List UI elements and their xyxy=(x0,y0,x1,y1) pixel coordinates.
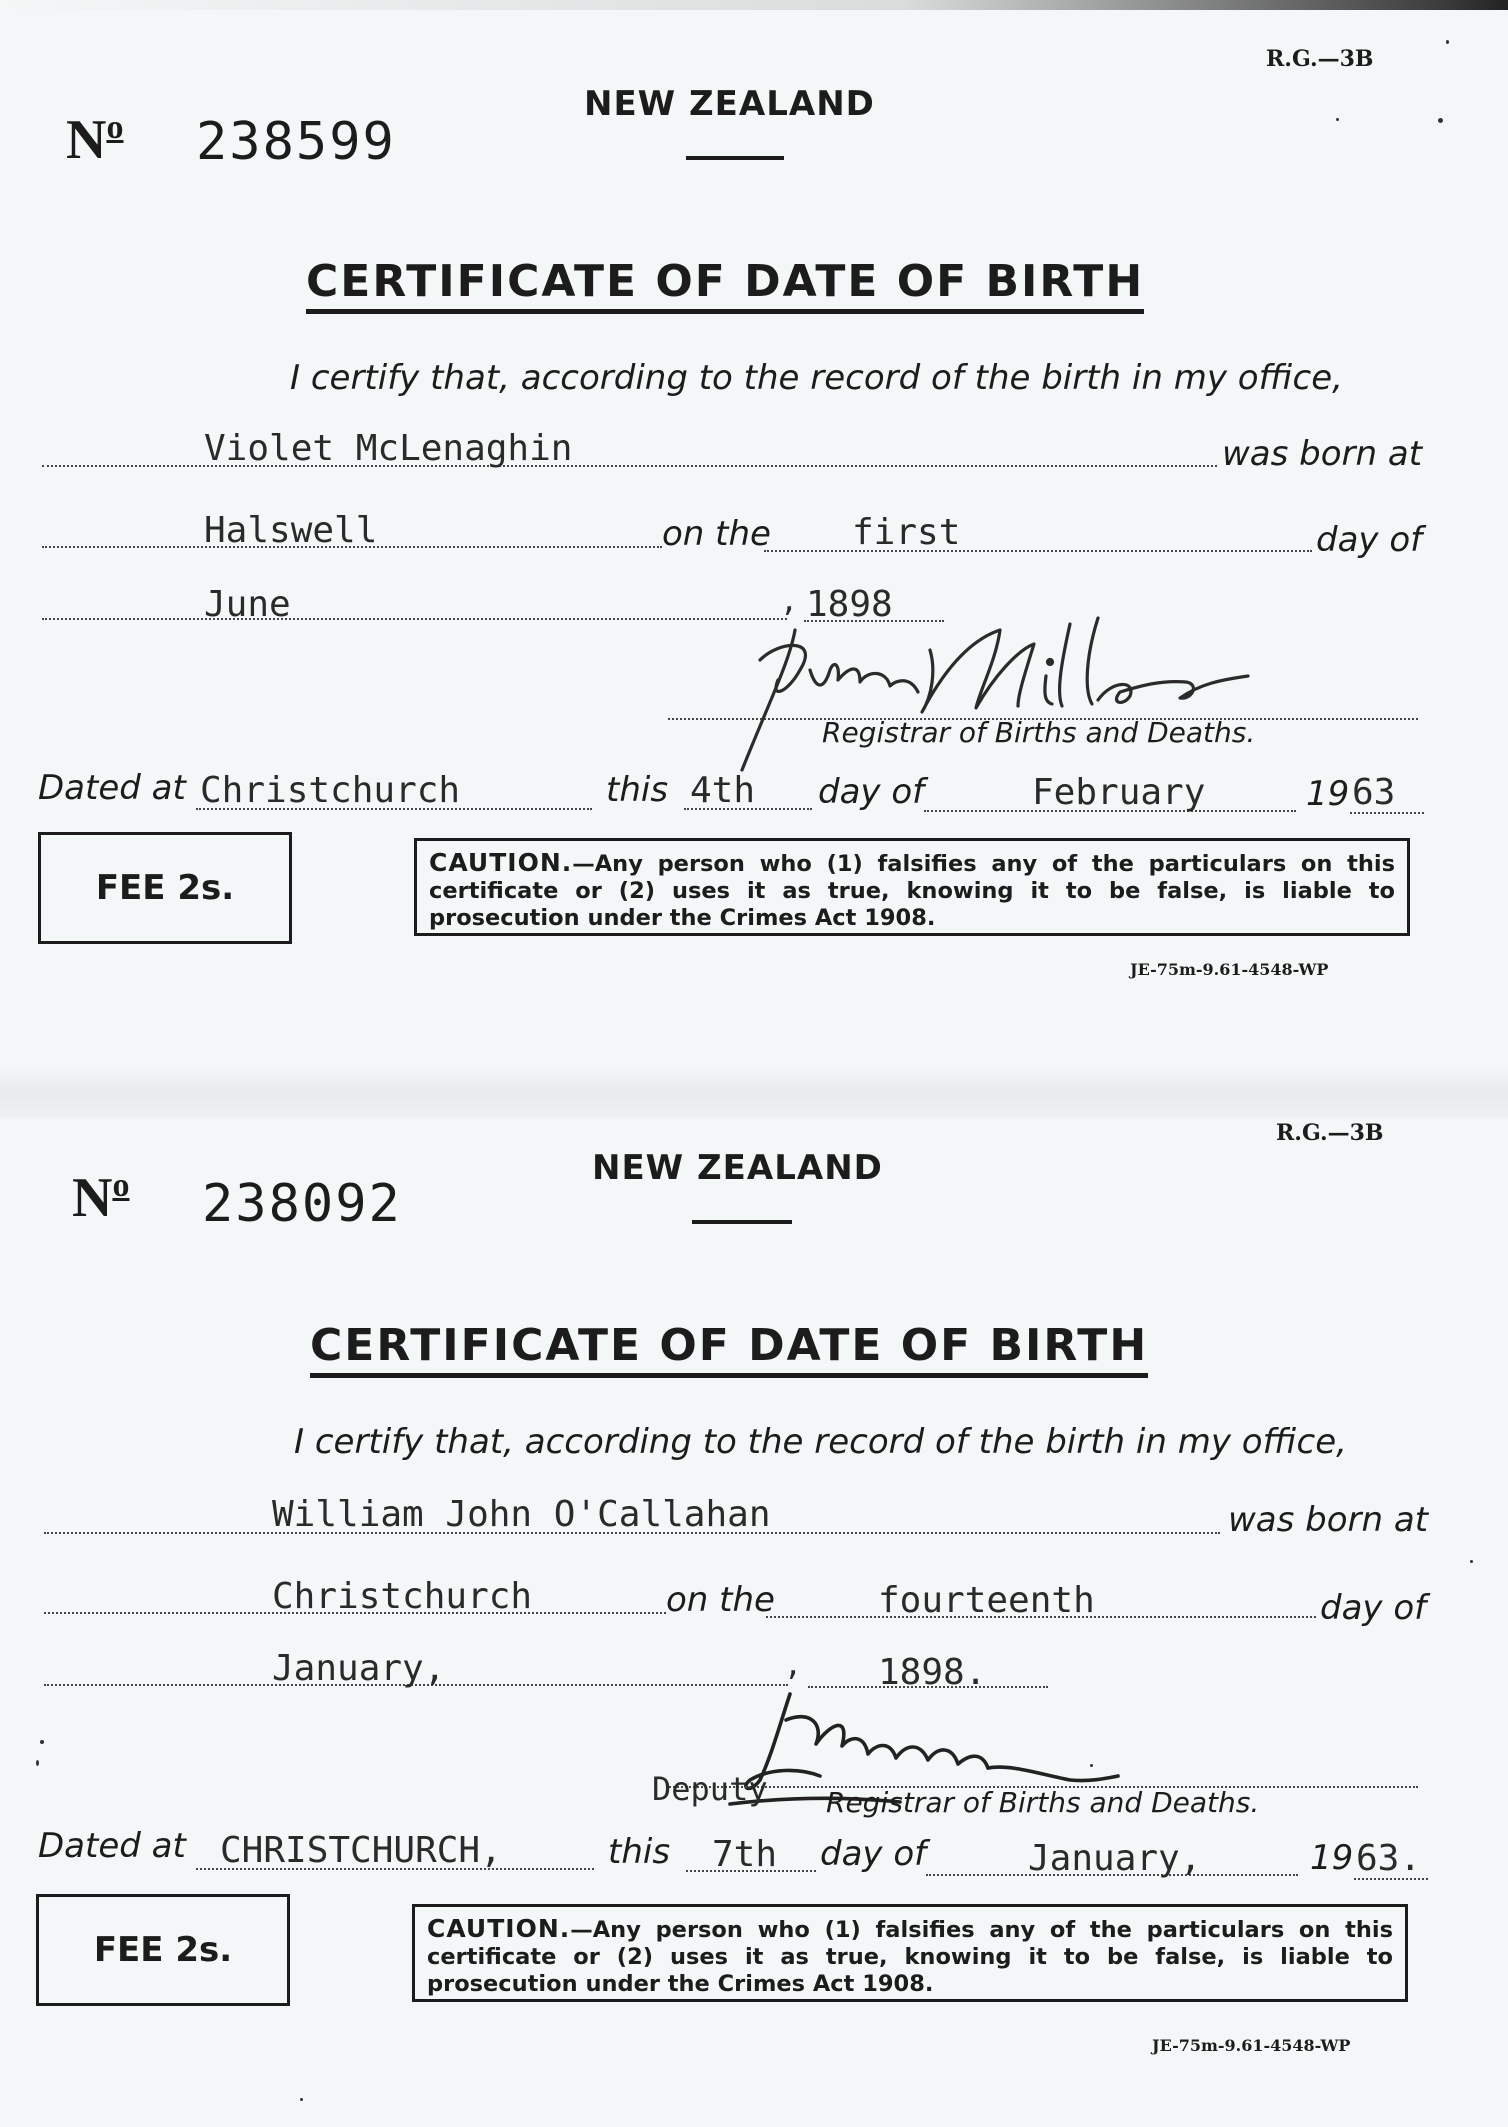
on-the-label: on the xyxy=(666,1580,775,1620)
person-name: Violet McLenaghin xyxy=(204,428,573,469)
caution-heading: CAUTION. xyxy=(427,1914,571,1943)
birth-year: 1898 xyxy=(806,584,893,625)
day-of-label-2: day of xyxy=(818,772,925,812)
certificate-title: CERTIFICATE OF DATE OF BIRTH xyxy=(306,256,1144,314)
dated-year-dotted-line xyxy=(1354,1878,1428,1880)
certificate-2 xyxy=(0,1064,1508,2124)
year-separator: , xyxy=(780,584,799,619)
birth-place: Christchurch xyxy=(272,1576,533,1617)
certificate-number: 238092 xyxy=(202,1174,402,1234)
person-name: William John O'Callahan xyxy=(272,1494,771,1535)
on-the-label: on the xyxy=(662,514,771,554)
dated-year-dotted-line xyxy=(1350,812,1424,814)
certificate-number: 238599 xyxy=(196,112,396,172)
day-dotted-line xyxy=(764,550,1312,552)
dated-at-label: Dated at xyxy=(38,1826,186,1866)
caution-heading: CAUTION. xyxy=(429,848,573,877)
form-code: R.G.—3B xyxy=(1276,1120,1384,1146)
dated-year-prefix: 19 xyxy=(1310,1838,1354,1878)
heading-rule xyxy=(686,156,784,160)
birth-day: first xyxy=(852,512,961,553)
caution-notice xyxy=(412,1904,1408,2002)
fee-box: FEE 2s. xyxy=(36,1894,290,2006)
dated-year-suffix: 63 xyxy=(1352,772,1396,813)
birth-place: Halswell xyxy=(204,510,378,551)
heading-rule xyxy=(692,1220,792,1224)
country-heading: NEW ZEALAND xyxy=(592,1148,883,1188)
dated-month: January, xyxy=(1028,1838,1202,1879)
dated-month: February xyxy=(1032,772,1206,813)
country-heading: NEW ZEALAND xyxy=(584,84,875,124)
registrar-label: Registrar of Births and Deaths. xyxy=(826,1786,1260,1819)
this-label: this xyxy=(608,1832,671,1872)
caution-body: —Any person who (1) falsifies any of the particulars on this certificate or (2) uses it as true, knowing it to be false, is liable to prosecution under the Crimes Act 1908. xyxy=(427,1917,1393,1997)
caution-notice xyxy=(414,838,1410,936)
birth-month: January, xyxy=(272,1648,446,1689)
fee-box: FEE 2s. xyxy=(38,832,292,944)
registrar-title: Registrar of Births and Deaths. xyxy=(822,716,1256,749)
year-separator: , xyxy=(784,1648,803,1683)
day-of-label: day of xyxy=(1316,520,1423,560)
dated-year-suffix: 63. xyxy=(1356,1838,1422,1879)
caution-body: —Any person who (1) falsifies any of the particulars on this certificate or (2) uses it as true, knowing it to be false, is liable to prosecution under the Crimes Act 1908. xyxy=(429,851,1395,931)
month-dotted-line xyxy=(42,618,787,620)
dated-at-label: Dated at xyxy=(38,768,186,808)
birth-year: 1898. xyxy=(878,1652,987,1693)
number-label: $N^o$ xyxy=(66,109,124,171)
registrar-prefix: Deputy xyxy=(652,1770,768,1808)
birth-month: June xyxy=(204,584,291,625)
certificate-title: CERTIFICATE OF DATE OF BIRTH xyxy=(310,1320,1148,1378)
print-code: JE-75m-9.61-4548-WP xyxy=(1152,2036,1351,2055)
dated-place: CHRISTCHURCH, xyxy=(220,1830,502,1871)
certify-statement: I certify that, according to the record of the birth in my office, xyxy=(290,358,1343,398)
print-code: JE-75m-9.61-4548-WP xyxy=(1130,960,1329,979)
born-at-label: was born at xyxy=(1222,434,1423,474)
certificate-1 xyxy=(0,0,1508,1060)
registrar-label xyxy=(822,716,1255,749)
day-of-label-2: day of xyxy=(820,1834,927,1874)
form-code: R.G.—3B xyxy=(1266,46,1374,72)
birth-day: fourteenth xyxy=(878,1580,1095,1621)
day-of-label: day of xyxy=(1320,1588,1427,1628)
this-label: this xyxy=(606,770,669,810)
number-label: $N^o$ xyxy=(72,1167,130,1229)
registrar-signature xyxy=(700,600,1260,780)
dated-day: 4th xyxy=(690,770,756,811)
certify-statement: I certify that, according to the record of the birth in my office, xyxy=(294,1422,1347,1462)
born-at-label: was born at xyxy=(1228,1500,1429,1540)
dated-place: Christchurch xyxy=(200,770,461,811)
dated-year-prefix: 19 xyxy=(1306,774,1350,814)
dated-day: 7th xyxy=(712,1834,778,1875)
